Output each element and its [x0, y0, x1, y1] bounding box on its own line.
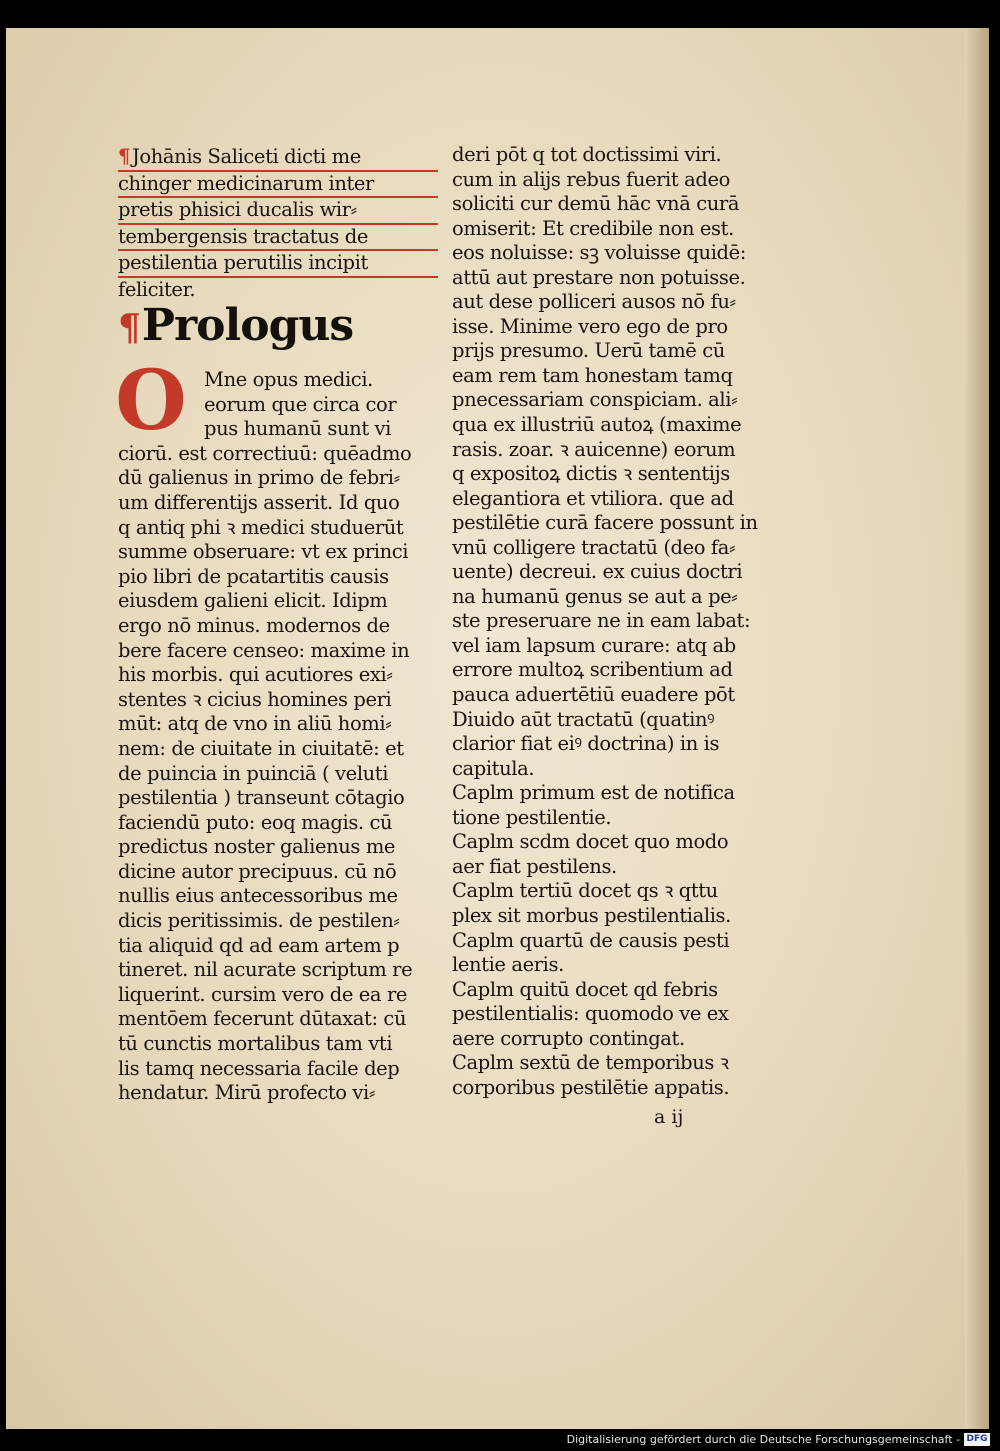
text-line: bere facere censeo: maxime in: [118, 638, 410, 662]
text-line: qua ex illustriū autoꝝ (maxime: [452, 413, 742, 437]
prologus-heading: [118, 298, 353, 354]
heading-line-text: tembergensis tractatus de: [118, 224, 369, 248]
text-line: aut dese polliceri ausos nō fu⸗: [452, 290, 736, 314]
text-line: Caplm quitū docet qd febris: [452, 977, 718, 1001]
text-line: tione pestilentie.: [452, 805, 612, 829]
text-line: lentie aeris.: [452, 953, 564, 977]
quire-signature: a ij: [654, 1106, 684, 1128]
text-line: dicis peritissimis. de pestilen⸗: [118, 909, 400, 933]
text-line: elegantiora et vtiliora. que ad: [452, 486, 734, 510]
text-line: Mne opus medici.: [204, 368, 373, 391]
dfg-logo: DFG: [964, 1433, 990, 1446]
text-line: vel iam lapsum curare: atq ab: [452, 633, 736, 657]
prologus-title: Prologus: [141, 300, 354, 351]
text-line: de puincia in puinciā ( veluti: [118, 761, 389, 785]
right-column-text: [452, 143, 772, 1100]
text-line: aere corrupto contingat.: [452, 1026, 685, 1050]
text-line: Caplm primum est de notifica: [452, 781, 735, 805]
text-line: errore multoꝝ scribentium ad: [452, 658, 733, 682]
text-line: eorum que circa cor: [204, 392, 397, 416]
text-line: mūt: atq de vno in aliū homi⸗: [118, 712, 392, 736]
text-line: cum in alijs rebus fuerit adeo: [452, 167, 730, 191]
text-line: his morbis. qui acutiores exi⸗: [118, 663, 393, 687]
text-line: q expositoꝝ dictis ꝛ sententijs: [452, 462, 730, 486]
text-line: eiusdem galieni elicit. Idipm: [118, 589, 388, 613]
text-line: ergo nō minus. modernos de: [118, 613, 390, 637]
heading-line-text: chinger medicinarum inter: [118, 171, 374, 195]
heading-line: [118, 198, 438, 225]
text-line: dicine autor precipuus. cū nō: [118, 859, 397, 883]
text-line: eos noluisse: sꝫ voluisse quidē:: [452, 241, 746, 265]
heading-line-text: feliciter.: [118, 277, 196, 301]
text-line: plex sit morbus pestilentialis.: [452, 903, 731, 927]
text-line: na humanū genus se aut a pe⸗: [452, 584, 738, 608]
heading-line: [118, 251, 438, 278]
text-line: vnū colligere tractatū (deo fa⸗: [452, 535, 736, 559]
heading-line: [118, 225, 438, 252]
text-line: hendatur. Mirū profecto vi⸗: [118, 1081, 375, 1105]
text-line: ste preseruare ne in eam labat:: [452, 609, 751, 633]
text-line: pio libri de pcatartitis causis: [118, 564, 389, 588]
text-line: nullis eius antecessoribus me: [118, 884, 398, 908]
text-line: faciendū puto: eoq magis. cū: [118, 810, 393, 834]
text-line: Diuido aūt tractatū (quatinꝰ: [452, 707, 715, 731]
text-line: Caplm tertiū docet qs ꝛ qttu: [452, 879, 718, 903]
text-line: tia aliquid qd ad eam artem p: [118, 933, 400, 957]
text-line: uente) decreui. ex cuius doctri: [452, 560, 743, 584]
heading-line-text: pestilentia perutilis incipit: [118, 251, 368, 275]
incipit-heading: [118, 145, 438, 303]
text-line: stentes ꝛ cicius homines peri: [118, 687, 392, 711]
text-line: aer fiat pestilens.: [452, 854, 617, 878]
text-line: summe obseruare: vt ex princi: [118, 540, 409, 564]
heading-line-text: pretis phisici ducalis wir⸗: [118, 198, 357, 222]
text-line: Caplm sextū de temporibus ꝛ: [452, 1051, 729, 1075]
text-line: prijs presumo. Uerū tamē cū: [452, 339, 725, 363]
text-line: deri pōt q tot doctissimi viri.: [452, 143, 722, 166]
left-column-text: [118, 368, 438, 1106]
text-line: tū cunctis mortalibus tam vti: [118, 1032, 393, 1056]
text-line: liquerint. cursim vero de ea re: [118, 982, 408, 1006]
text-line: soliciti cur demū hāc vnā curā: [452, 192, 740, 216]
heading-line: [118, 172, 438, 199]
text-line: clarior fiat eiꝰ doctrina) in is: [452, 732, 720, 756]
rubric-pilcrow-icon: ¶: [118, 307, 140, 349]
text-line: omiserit: Et credibile non est.: [452, 216, 734, 240]
text-line: pnecessariam conspiciam. ali⸗: [452, 388, 738, 412]
text-line: tineret. nil acurate scriptum re: [118, 958, 413, 982]
text-line: Caplm quartū de causis pesti: [452, 928, 730, 952]
text-line: dū galienus in primo de febri⸗: [118, 466, 400, 490]
text-line: eam rem tam honestam tamq: [452, 363, 733, 387]
text-line: ciorū. est correctiuū: quēadmo: [118, 441, 412, 465]
text-line: lis tamq necessaria facile dep: [118, 1056, 400, 1080]
rubric-pilcrow-icon: ¶: [118, 145, 131, 168]
text-line: rasis. zoar. ꝛ auicenne) eorum: [452, 437, 736, 461]
heading-line-text: Johānis Saliceti dicti me: [132, 145, 361, 168]
text-line: um differentijs asserit. Id quo: [118, 490, 400, 514]
text-line: corporibus pestilētie appatis.: [452, 1075, 730, 1099]
red-initial-letter: O: [115, 353, 187, 449]
text-line: capitula.: [452, 756, 535, 780]
text-line: mentōem fecerunt dūtaxat: cū: [118, 1007, 407, 1031]
heading-line: [118, 145, 438, 172]
text-line: isse. Minime vero ego de pro: [452, 314, 728, 338]
footer-bar: [0, 1429, 1000, 1451]
text-line: pauca aduertētiū euadere pōt: [452, 683, 735, 707]
text-line: pestilentialis: quomodo ve ex: [452, 1002, 729, 1026]
text-line: q antiq phi ꝛ medici studuerūt: [118, 515, 404, 539]
page-edge-right: [965, 28, 989, 1429]
footer-credit: Digitalisierung gefördert durch die Deutsche Forschungsgemeinschaft -: [566, 1433, 960, 1446]
text-line: pus humanū sunt vi: [204, 417, 392, 441]
text-line: Caplm scdm docet quo modo: [452, 830, 729, 854]
text-line: attū aut prestare non potuisse.: [452, 265, 746, 289]
text-line: nem: de ciuitate in ciuitatē: et: [118, 736, 404, 760]
text-line: predictus noster galienus me: [118, 835, 396, 859]
text-line: pestilentia ) transeunt cōtagio: [118, 786, 405, 810]
text-line: pestilētie curā facere possunt in: [452, 511, 758, 535]
